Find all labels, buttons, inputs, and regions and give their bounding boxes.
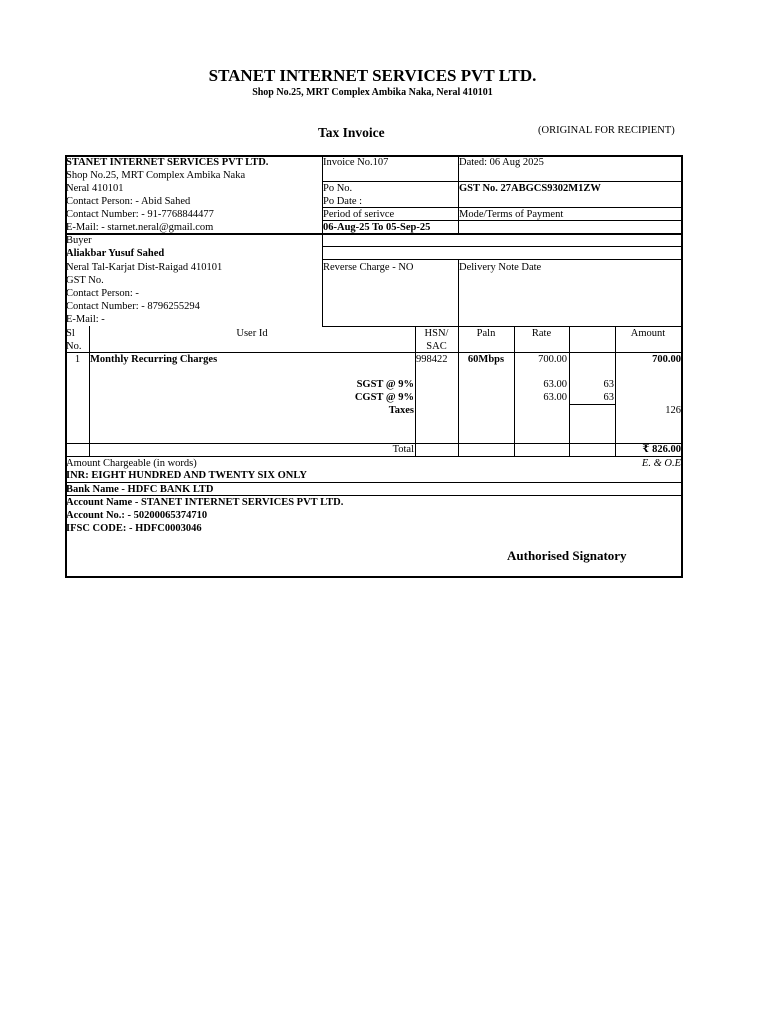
taxes-amount: 126 [665,405,681,416]
amount-words-label: Amount Chargeable (in words) [66,458,197,469]
company-title: STANET INTERNET SERVICES PVT LTD. [208,66,537,85]
amount-in-words: INR: EIGHT HUNDRED AND TWENTY SIX ONLY [66,470,307,481]
period-value: 06-Aug-25 To 05-Sep-25 [323,222,431,233]
buyer-address: Neral Tal-Karjat Dist-Raigad 410101 [66,262,223,273]
col-hsn: HSN/ [424,328,449,339]
col-plan: Paln [476,328,496,339]
seller-contact-number: Contact Number: - 91-7768844477 [66,209,214,220]
bank-name: Bank Name - HDFC BANK LTD [66,484,214,495]
row-description: Monthly Recurring Charges [90,354,218,365]
account-name: Account Name - STANET INTERNET SERVICES PVT LTD. [66,497,344,508]
ifsc-code: IFSC CODE: - HDFC0003046 [66,523,202,534]
col-rate: Rate [531,328,552,339]
sgst-amount: 63 [603,379,614,390]
col-sl: Sl [66,328,75,339]
po-date: Po Date : [323,196,363,207]
seller-email: E-Mail: - starnet.neral@gmail.com [66,222,214,233]
buyer-label: Buyer [66,235,92,246]
seller-line2: Neral 410101 [66,183,124,194]
eoe-note: E. & O.E [641,458,681,469]
cgst-amount: 63 [603,392,614,403]
payment-terms: Mode/Terms of Payment [459,209,564,220]
doc-title: Tax Invoice [318,125,385,140]
row-amount: 700.00 [652,354,681,365]
row-rate: 700.00 [538,354,567,365]
company-address: Shop No.25, MRT Complex Ambika Naka, Neral 410101 [252,87,493,98]
sgst-label: SGST @ 9% [356,379,414,390]
buyer-contact-person: Contact Person: - [66,288,139,299]
row-hsn: 998422 [416,354,448,365]
total-amount: ₹ 826.00 [642,444,681,455]
po-number: Po No. [323,183,353,194]
buyer-gst: GST No. [66,275,104,286]
invoice-date: Dated: 06 Aug 2025 [459,157,544,168]
col-sac: SAC [426,341,447,352]
col-no: No. [66,341,82,352]
seller-line1: Shop No.25, MRT Complex Ambika Naka [66,170,246,181]
account-number: Account No.: - 50200065374710 [66,510,208,521]
buyer-email: E-Mail: - [66,314,105,325]
cgst-rate: 63.00 [543,392,567,403]
total-label: Total [392,444,414,455]
taxes-label: Taxes [388,405,414,416]
row-plan: 60Mbps [467,354,505,365]
cgst-label: CGST @ 9% [354,392,414,403]
authorised-signatory: Authorised Signatory [507,548,627,563]
copy-type: (ORIGINAL FOR RECIPIENT) [538,125,675,136]
col-user-id: User Id [236,328,268,339]
sgst-rate: 63.00 [543,379,567,390]
reverse-charge: Reverse Charge - NO [323,262,414,273]
period-label: Period of serivce [323,209,395,220]
buyer-contact-number: Contact Number: - 8796255294 [66,301,200,312]
delivery-note-date: Delivery Note Date [459,262,542,273]
row-sl: 1 [74,354,81,365]
invoice-number: Invoice No.107 [323,157,389,168]
buyer-name: Aliakbar Yusuf Sahed [66,248,165,259]
seller-name: STANET INTERNET SERVICES PVT LTD. [66,157,269,168]
col-amount: Amount [630,328,666,339]
gst-number: GST No. 27ABGCS9302M1ZW [459,183,601,194]
seller-contact-person: Contact Person: - Abid Sahed [66,196,191,207]
